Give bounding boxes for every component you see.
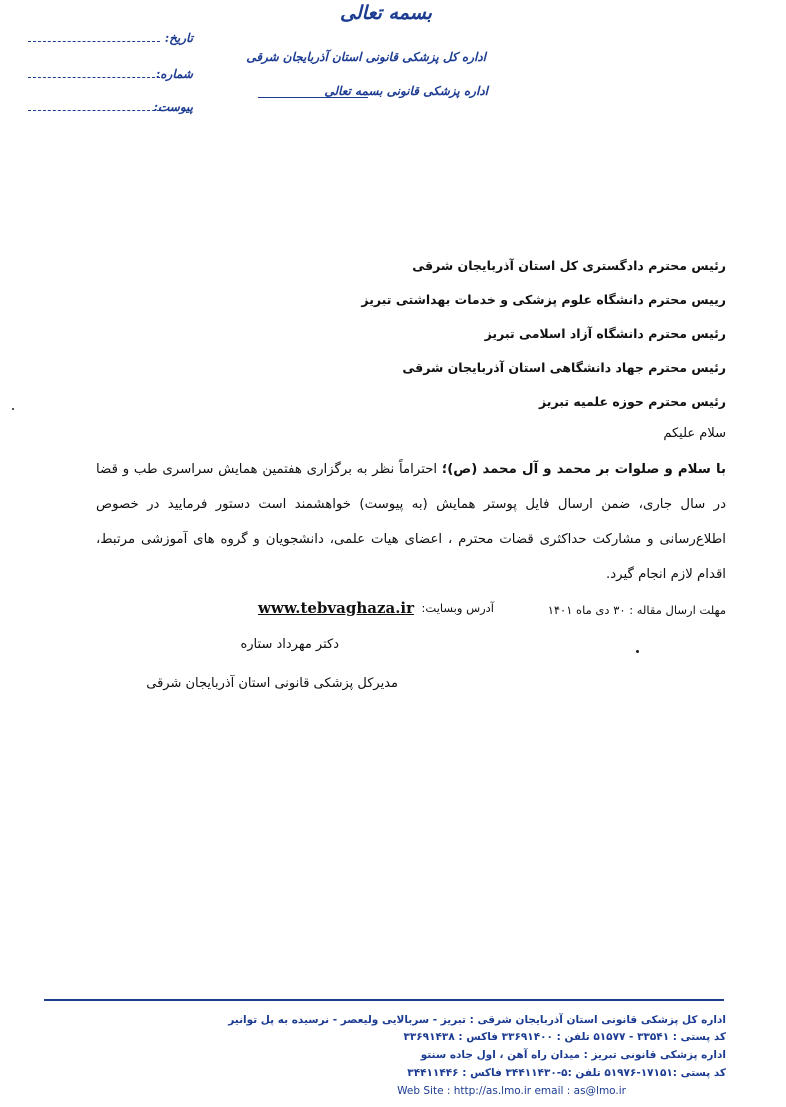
attachment-label: پیوست: bbox=[153, 100, 193, 114]
date-field bbox=[28, 27, 193, 45]
body-paragraph bbox=[96, 452, 726, 592]
recipient-line: رئیس محترم جهاد دانشگاهی استان آذربایجان شرقی bbox=[402, 360, 726, 375]
org-main-name: اداره کل پزشکی قانونی استان آذربایجان شرقی bbox=[246, 50, 486, 64]
basmala-heading: بسمه تعالی bbox=[340, 2, 432, 24]
org-sub-name bbox=[324, 84, 488, 98]
deadline-text: مهلت ارسال مقاله : ۳۰ دی ماه ۱۴۰۱ bbox=[547, 603, 726, 617]
recipient-line: رئیس محترم حوزه علمیه تبریز bbox=[538, 394, 726, 409]
org-sub-underline bbox=[258, 97, 368, 98]
attachment-field bbox=[28, 96, 193, 114]
body-lead: با سلام و صلوات بر محمد و آل محمد (ص)؛ bbox=[441, 462, 726, 477]
recipient-line: رئیس محترم دانشگاه آزاد اسلامی تبریز bbox=[484, 326, 726, 341]
footer-contact-main: کد پستی : ۳۳۵۴۱ - ۵۱۵۷۷ تلفن : ۳۳۶۹۱۴۰۰ فاکس : ۳۳۶۹۱۴۳۸ bbox=[403, 1031, 726, 1043]
recipient-line: رئیس محترم دادگستری کل استان آذربایجان شرقی bbox=[412, 258, 726, 273]
signer-name: دکتر مهرداد ستاره bbox=[240, 637, 339, 652]
website-link[interactable]: www.tebvaghaza.ir bbox=[258, 599, 415, 617]
attachment-dotted-line bbox=[28, 110, 160, 111]
recipient-line: رییس محترم دانشگاه علوم پزشکی و خدمات بهداشتی تبریز bbox=[361, 292, 726, 307]
number-dotted-line bbox=[28, 77, 160, 78]
date-dotted-line bbox=[28, 41, 160, 42]
org-sub-label: اداره پزشکی قانونی bbox=[386, 84, 488, 98]
org-sub-stamp-text: بسمه تعالی bbox=[324, 84, 383, 98]
date-label: تاریخ: bbox=[164, 31, 193, 45]
number-field bbox=[28, 63, 193, 81]
signer-title: مدیرکل پزشکی قانونی استان آذربایجان شرقی bbox=[146, 676, 398, 691]
footer-address-main: اداره کل پزشکی قانونی استان آذربایجان شرقی : تبریز - سربالایی ولیعصر - نرسیده به پل توانیر bbox=[228, 1014, 726, 1026]
footer-contact-tabriz: کد پستی :۱۷۱۵۱-۵۱۹۷۶ تلفن :۵-۳۴۴۱۱۴۳۰ فاکس : ۳۴۴۱۱۴۴۶ bbox=[407, 1067, 726, 1079]
number-label: شماره: bbox=[155, 67, 193, 81]
greeting: سلام علیکم bbox=[663, 426, 726, 441]
website-label: آدرس وبسایت: bbox=[421, 601, 494, 615]
footer-address-tabriz: اداره پزشکی قانونی تبریز : میدان راه آهن ، اول جاده سنتو bbox=[420, 1049, 726, 1061]
scan-speck bbox=[636, 650, 639, 653]
footer-divider bbox=[44, 999, 724, 1001]
footer-web-email: Web Site : http://as.lmo.ir email : as@lmo.ir bbox=[397, 1085, 626, 1097]
scan-speck bbox=[12, 408, 14, 410]
body-text: احتراماً نظر به برگزاری هفتمین همایش سراسری طب و قضا در سال جاری، ضمن ارسال فایل پوستر همایش (به پیوست) خواهشمند است دستور فرمایید در خصوص اطلاع‌رسانی و مشارکت حداکثری قضات محترم ، اعضای هیات علمی، دانشجویان و گروه های آموزشی مرتبط، اقدام لازم انجام گیرد. bbox=[96, 462, 726, 582]
